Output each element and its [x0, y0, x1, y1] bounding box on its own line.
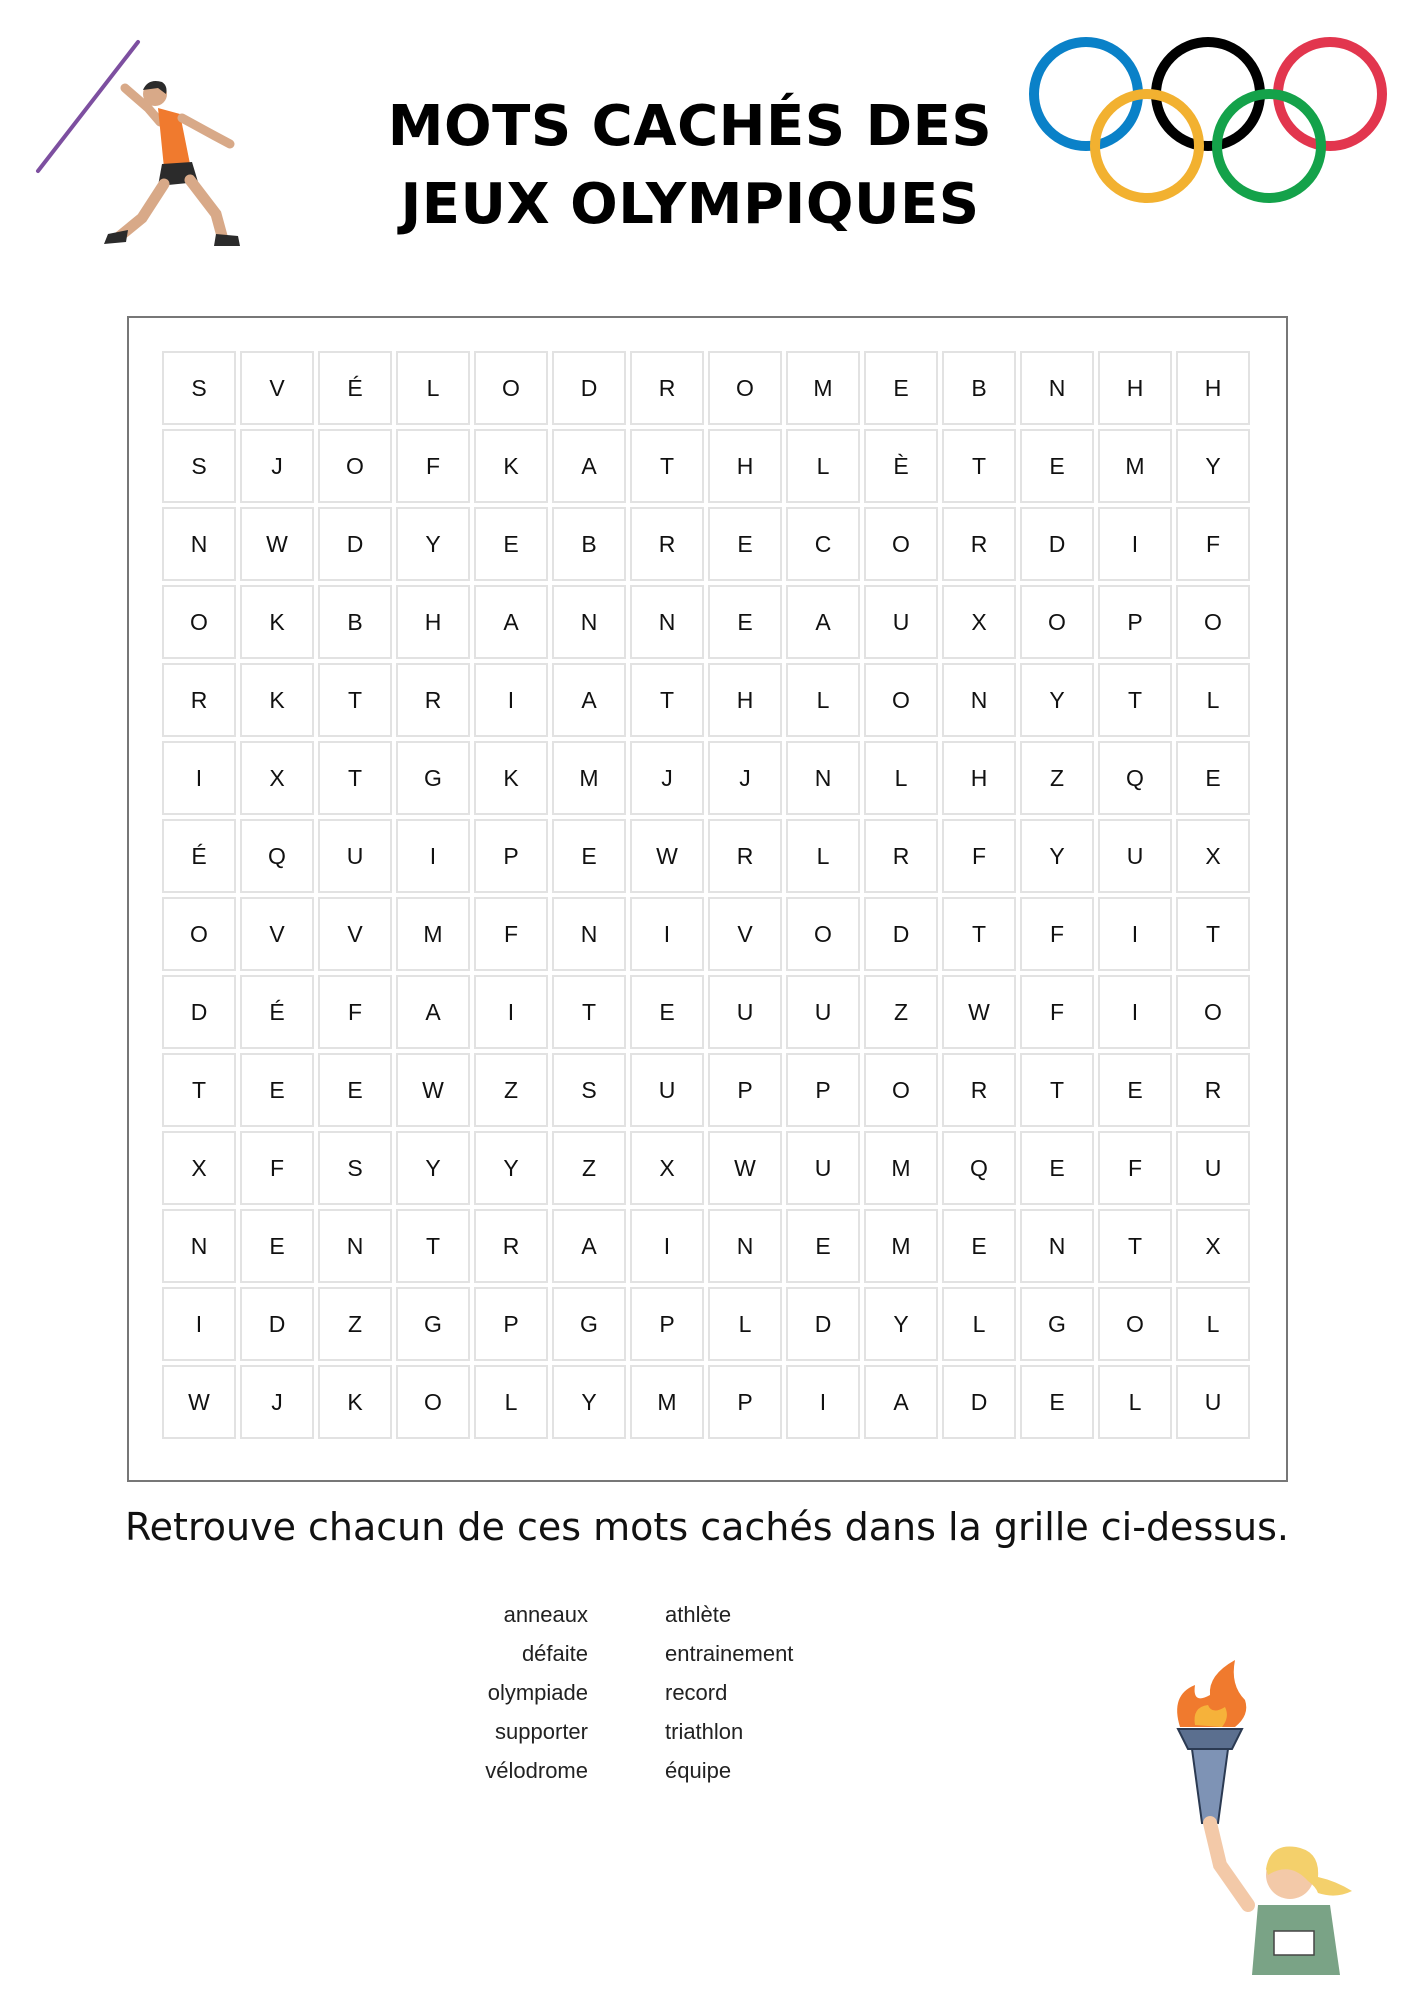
- grid-cell: E: [240, 1053, 314, 1127]
- grid-cell: I: [396, 819, 470, 893]
- grid-cell: U: [318, 819, 392, 893]
- grid-cell: A: [474, 585, 548, 659]
- grid-cell: M: [396, 897, 470, 971]
- word-search-grid: [162, 351, 1250, 1439]
- grid-cell: I: [474, 975, 548, 1049]
- grid-cell: O: [162, 897, 236, 971]
- grid-cell: F: [318, 975, 392, 1049]
- grid-cell: L: [1098, 1365, 1172, 1439]
- grid-cell: L: [786, 663, 860, 737]
- ring-green: [1217, 94, 1321, 198]
- word-list-item: anneaux: [503, 1602, 588, 1627]
- grid-cell: Y: [474, 1131, 548, 1205]
- grid-cell: T: [1176, 897, 1250, 971]
- grid-cell: H: [708, 429, 782, 503]
- grid-cell: B: [942, 351, 1016, 425]
- grid-cell: L: [474, 1365, 548, 1439]
- grid-cell: O: [1176, 585, 1250, 659]
- grid-cell: O: [162, 585, 236, 659]
- grid-cell: O: [318, 429, 392, 503]
- grid-cell: S: [318, 1131, 392, 1205]
- grid-cell: D: [942, 1365, 1016, 1439]
- grid-cell: D: [162, 975, 236, 1049]
- grid-cell: F: [396, 429, 470, 503]
- word-list-item: équipe: [665, 1758, 732, 1783]
- grid-cell: N: [552, 585, 626, 659]
- grid-cell: G: [396, 741, 470, 815]
- grid-cell: F: [240, 1131, 314, 1205]
- grid-cell: E: [708, 585, 782, 659]
- grid-cell: R: [474, 1209, 548, 1283]
- grid-cell: P: [708, 1053, 782, 1127]
- title-line-1: MOTS CACHÉS DES: [387, 94, 993, 159]
- word-list-right: [665, 1595, 793, 1790]
- grid-cell: U: [864, 585, 938, 659]
- grid-cell: Y: [396, 1131, 470, 1205]
- grid-cell: O: [396, 1365, 470, 1439]
- grid-cell: R: [864, 819, 938, 893]
- grid-cell: O: [864, 1053, 938, 1127]
- word-list-item: vélodrome: [485, 1758, 588, 1783]
- grid-cell: I: [1098, 507, 1172, 581]
- grid-cell: W: [240, 507, 314, 581]
- instruction-text: Retrouve chacun de ces mots cachés dans la grille ci-dessus.: [124, 1505, 1289, 1549]
- grid-cell: Z: [864, 975, 938, 1049]
- grid-cell: X: [942, 585, 1016, 659]
- grid-cell: L: [942, 1287, 1016, 1361]
- grid-cell: D: [864, 897, 938, 971]
- grid-cell: J: [708, 741, 782, 815]
- grid-cell: W: [162, 1365, 236, 1439]
- grid-cell: J: [630, 741, 704, 815]
- grid-cell: H: [396, 585, 470, 659]
- grid-cell: O: [864, 507, 938, 581]
- ring-blue: [1034, 42, 1138, 146]
- grid-cell: M: [864, 1131, 938, 1205]
- grid-cell: Y: [552, 1365, 626, 1439]
- grid-cell: I: [162, 1287, 236, 1361]
- word-list-item: défaite: [521, 1641, 588, 1666]
- grid-cell: U: [630, 1053, 704, 1127]
- grid-cell: É: [162, 819, 236, 893]
- grid-cell: F: [942, 819, 1016, 893]
- grid-cell: W: [942, 975, 1016, 1049]
- grid-cell: B: [318, 585, 392, 659]
- grid-cell: T: [162, 1053, 236, 1127]
- grid-cell: U: [1098, 819, 1172, 893]
- grid-cell: L: [786, 429, 860, 503]
- grid-cell: K: [240, 585, 314, 659]
- grid-cell: C: [786, 507, 860, 581]
- grid-cell: E: [708, 507, 782, 581]
- grid-cell: N: [708, 1209, 782, 1283]
- grid-cell: G: [396, 1287, 470, 1361]
- grid-cell: V: [318, 897, 392, 971]
- javelin-thrower-icon: [30, 36, 260, 256]
- grid-cell: U: [786, 1131, 860, 1205]
- grid-cell: K: [318, 1365, 392, 1439]
- grid-cell: E: [864, 351, 938, 425]
- grid-cell: F: [1020, 975, 1094, 1049]
- grid-cell: T: [318, 663, 392, 737]
- grid-cell: S: [162, 351, 236, 425]
- ring-black: [1156, 42, 1260, 146]
- torch-bearer-icon: [1140, 1655, 1400, 1975]
- grid-cell: N: [1020, 351, 1094, 425]
- grid-cell: X: [1176, 1209, 1250, 1283]
- grid-cell: T: [318, 741, 392, 815]
- grid-cell: J: [240, 429, 314, 503]
- grid-cell: Q: [942, 1131, 1016, 1205]
- grid-cell: E: [1098, 1053, 1172, 1127]
- grid-cell: J: [240, 1365, 314, 1439]
- grid-cell: T: [942, 897, 1016, 971]
- grid-cell: V: [240, 351, 314, 425]
- grid-cell: T: [552, 975, 626, 1049]
- grid-cell: U: [786, 975, 860, 1049]
- grid-cell: R: [630, 507, 704, 581]
- page-title: [300, 88, 1080, 244]
- grid-cell: N: [162, 1209, 236, 1283]
- grid-cell: M: [630, 1365, 704, 1439]
- grid-cell: O: [474, 351, 548, 425]
- grid-cell: M: [1098, 429, 1172, 503]
- grid-cell: F: [1020, 897, 1094, 971]
- grid-cell: Q: [1098, 741, 1172, 815]
- grid-cell: S: [162, 429, 236, 503]
- grid-cell: L: [1176, 663, 1250, 737]
- grid-cell: E: [474, 507, 548, 581]
- grid-cell: T: [396, 1209, 470, 1283]
- grid-cell: E: [318, 1053, 392, 1127]
- olympic-rings-icon: [1018, 34, 1398, 214]
- grid-cell: E: [1020, 429, 1094, 503]
- grid-cell: I: [162, 741, 236, 815]
- grid-cell: L: [396, 351, 470, 425]
- grid-cell: A: [552, 429, 626, 503]
- grid-cell: K: [474, 429, 548, 503]
- grid-cell: B: [552, 507, 626, 581]
- grid-cell: U: [1176, 1131, 1250, 1205]
- grid-cell: O: [864, 663, 938, 737]
- grid-cell: H: [1098, 351, 1172, 425]
- grid-cell: I: [630, 1209, 704, 1283]
- grid-cell: E: [630, 975, 704, 1049]
- grid-cell: L: [1176, 1287, 1250, 1361]
- word-list-item: entrainement: [665, 1641, 794, 1666]
- word-list-item: supporter: [495, 1719, 588, 1744]
- grid-cell: F: [1176, 507, 1250, 581]
- grid-cell: R: [942, 507, 1016, 581]
- grid-cell: R: [396, 663, 470, 737]
- grid-cell: O: [786, 897, 860, 971]
- grid-cell: A: [552, 663, 626, 737]
- grid-cell: T: [1020, 1053, 1094, 1127]
- grid-cell: I: [1098, 897, 1172, 971]
- grid-cell: U: [708, 975, 782, 1049]
- grid-cell: L: [864, 741, 938, 815]
- word-list-left: [485, 1595, 588, 1790]
- grid-cell: N: [630, 585, 704, 659]
- grid-cell: A: [786, 585, 860, 659]
- grid-cell: O: [1098, 1287, 1172, 1361]
- grid-cell: I: [786, 1365, 860, 1439]
- grid-cell: Y: [1020, 819, 1094, 893]
- grid-cell: V: [708, 897, 782, 971]
- grid-cell: X: [630, 1131, 704, 1205]
- grid-cell: É: [240, 975, 314, 1049]
- grid-cell: O: [1176, 975, 1250, 1049]
- grid-cell: P: [474, 1287, 548, 1361]
- grid-cell: R: [630, 351, 704, 425]
- grid-cell: N: [786, 741, 860, 815]
- grid-cell: N: [162, 507, 236, 581]
- grid-cell: X: [162, 1131, 236, 1205]
- grid-cell: P: [786, 1053, 860, 1127]
- grid-cell: D: [786, 1287, 860, 1361]
- grid-cell: E: [942, 1209, 1016, 1283]
- grid-cell: R: [1176, 1053, 1250, 1127]
- grid-cell: A: [864, 1365, 938, 1439]
- grid-cell: P: [474, 819, 548, 893]
- title-line-2: JEUX OLYMPIQUES: [400, 172, 980, 237]
- grid-cell: R: [162, 663, 236, 737]
- grid-cell: Y: [864, 1287, 938, 1361]
- grid-cell: P: [708, 1365, 782, 1439]
- word-list-item: record: [665, 1680, 728, 1705]
- grid-cell: E: [1176, 741, 1250, 815]
- grid-cell: Z: [552, 1131, 626, 1205]
- ring-yellow: [1095, 94, 1199, 198]
- grid-cell: N: [1020, 1209, 1094, 1283]
- grid-cell: X: [1176, 819, 1250, 893]
- grid-cell: M: [552, 741, 626, 815]
- grid-cell: G: [1020, 1287, 1094, 1361]
- grid-cell: H: [942, 741, 1016, 815]
- grid-cell: W: [630, 819, 704, 893]
- grid-cell: R: [942, 1053, 1016, 1127]
- grid-cell: D: [1020, 507, 1094, 581]
- grid-cell: D: [318, 507, 392, 581]
- grid-cell: T: [630, 429, 704, 503]
- grid-cell: W: [708, 1131, 782, 1205]
- grid-cell: D: [552, 351, 626, 425]
- ring-red: [1278, 42, 1382, 146]
- grid-cell: K: [240, 663, 314, 737]
- word-list-item: triathlon: [665, 1719, 744, 1744]
- grid-cell: M: [864, 1209, 938, 1283]
- grid-cell: E: [1020, 1131, 1094, 1205]
- grid-cell: D: [240, 1287, 314, 1361]
- grid-cell: S: [552, 1053, 626, 1127]
- grid-cell: P: [1098, 585, 1172, 659]
- grid-cell: H: [1176, 351, 1250, 425]
- grid-cell: Y: [1176, 429, 1250, 503]
- grid-cell: E: [786, 1209, 860, 1283]
- grid-cell: R: [708, 819, 782, 893]
- word-list-item: athlète: [665, 1602, 732, 1627]
- grid-cell: L: [708, 1287, 782, 1361]
- grid-cell: N: [318, 1209, 392, 1283]
- word-list-item: olympiade: [487, 1680, 588, 1705]
- grid-cell: M: [786, 351, 860, 425]
- grid-cell: A: [552, 1209, 626, 1283]
- grid-cell: F: [1098, 1131, 1172, 1205]
- grid-cell: O: [708, 351, 782, 425]
- grid-cell: T: [1098, 1209, 1172, 1283]
- grid-cell: K: [474, 741, 548, 815]
- grid-cell: F: [474, 897, 548, 971]
- grid-cell: N: [942, 663, 1016, 737]
- grid-cell: I: [474, 663, 548, 737]
- grid-cell: T: [942, 429, 1016, 503]
- grid-cell: H: [708, 663, 782, 737]
- grid-cell: V: [240, 897, 314, 971]
- grid-cell: Z: [318, 1287, 392, 1361]
- grid-cell: W: [396, 1053, 470, 1127]
- grid-cell: I: [1098, 975, 1172, 1049]
- grid-cell: Y: [396, 507, 470, 581]
- grid-cell: Z: [474, 1053, 548, 1127]
- grid-cell: É: [318, 351, 392, 425]
- grid-cell: N: [552, 897, 626, 971]
- grid-cell: T: [1098, 663, 1172, 737]
- grid-cell: X: [240, 741, 314, 815]
- grid-cell: È: [864, 429, 938, 503]
- grid-cell: G: [552, 1287, 626, 1361]
- grid-cell: U: [1176, 1365, 1250, 1439]
- grid-cell: E: [240, 1209, 314, 1283]
- grid-cell: I: [630, 897, 704, 971]
- grid-cell: Q: [240, 819, 314, 893]
- grid-cell: A: [396, 975, 470, 1049]
- grid-cell: P: [630, 1287, 704, 1361]
- grid-cell: L: [786, 819, 860, 893]
- grid-cell: E: [552, 819, 626, 893]
- grid-cell: O: [1020, 585, 1094, 659]
- grid-cell: Z: [1020, 741, 1094, 815]
- grid-cell: Y: [1020, 663, 1094, 737]
- grid-cell: E: [1020, 1365, 1094, 1439]
- grid-cell: T: [630, 663, 704, 737]
